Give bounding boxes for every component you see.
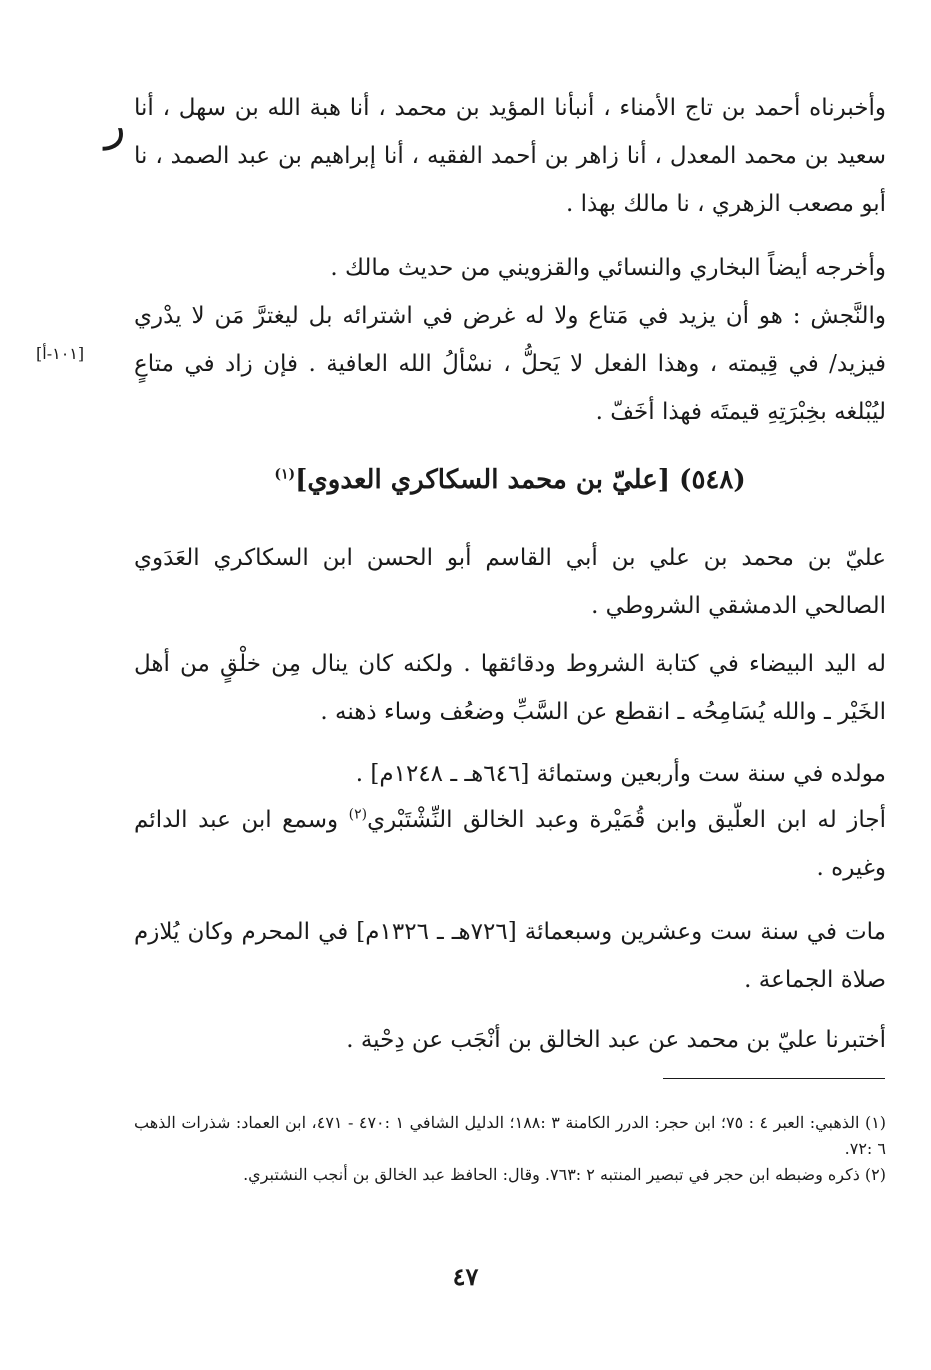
paragraph-text: والنَّجش : هو أن يزيد في مَتاع ولا له غرض في اشترائه بل ليغترَّ مَن لا يدْري فيزيد/ في قِيمته ، وهذا الفعل لا يَحلُّ ، نسْألُ الله العافية . فإن زاد في متاعٍ ليُبْلغه بخِبْرَتِهِ قيمتَه فهذا أخَفّ . [134,303,886,425]
page-number: ٤٧ [452,1262,479,1291]
paragraph-description [134,640,886,736]
footnotes [134,1110,886,1188]
paragraph-text: له اليد البيضاء في كتابة الشروط ودقائقها . ولكنه كان ينال مِن خلْقٍ من أهل الخَيْر ـ والله يُسَامِحُه ـ انقطع عن السَّبِّ وضعُف وساء ذهنه . [134,651,886,725]
paragraph-birth [134,750,886,798]
paragraph-takhrij [134,244,886,292]
paragraph-text: أختبرنا عليّ بن محمد عن عبد الخالق بن أنْجَب عن دِحْية . [346,1027,886,1053]
ijaza-text: أجاز له ابن العلّيق وابن قُمَيْرة وعبد الخالق النِّشْتَبْري [367,807,886,833]
paragraph-isnad [134,84,886,228]
entry-heading-text: (٥٤٨) [عليّ بن محمد السكاكري العدوي] [295,465,746,495]
ijaza-text-end: وسمع ابن عبد الدائم وغيره . [134,807,886,881]
paragraph-ijaza [134,796,886,892]
paragraph-text: مولده في سنة ست وأربعين وستمائة [٦٤٦هـ ـ ١٢٤٨م] . [355,761,886,787]
paragraph-text: مات في سنة ست وعشرين وسبعمائة [٧٢٦هـ ـ ١٣٢٦م] في المحرم وكان يُلازم صلاة الجماعة . [134,919,886,993]
footnote-ref-2: (٢) [348,806,368,823]
paragraph-najsh [134,292,886,436]
entry-heading [134,460,886,500]
footnote-2: (٢) ذكره وضبطه ابن حجر في تبصير المنتبه ٢ :٧٦٣. وقال: الحافظ عبد الخالق بن أنجب النشتبري. [243,1165,886,1184]
paragraph-text: عليّ بن محمد بن علي بن أبي القاسم أبو الحسن ابن السكاكري العَدَوي الصالحي الدمشقي الشروطي . [134,545,886,619]
paragraph-riwaya [134,1016,886,1064]
footnote-1: (١) الذهبي: العبر ٤ : ٧٥؛ ابن حجر: الدرر الكامنة ٣ :١٨٨؛ الدليل الشافي ١ :٤٧٠ - ٤٧١، ابن العماد: شذرات الذهب ٦ :٧٢. [134,1113,887,1158]
paragraph-text: وأخبرناه أحمد بن تاج الأمناء ، أنبأنا المؤيد بن محمد ، أنا هبة الله بن سهل ، أنا سعيد بن محمد المعدل ، أنا زاهر بن أحمد الفقيه ، أنا إبراهيم بن عبد الصمد ، نا أبو مصعب الزهري ، نا مالك بهذا . [134,95,886,217]
footnote-ref-1: (١) [274,466,296,483]
margin-annotation-glyph: ر [104,100,126,151]
folio-marker: [١٠١-أ] [36,344,85,363]
paragraph-text [134,796,886,892]
paragraph-name [134,534,886,630]
paragraph-death [134,908,886,1004]
paragraph-text: وأخرجه أيضاً البخاري والنسائي والقزويني من حديث مالك . [330,255,886,281]
footnote-separator [663,1078,885,1079]
